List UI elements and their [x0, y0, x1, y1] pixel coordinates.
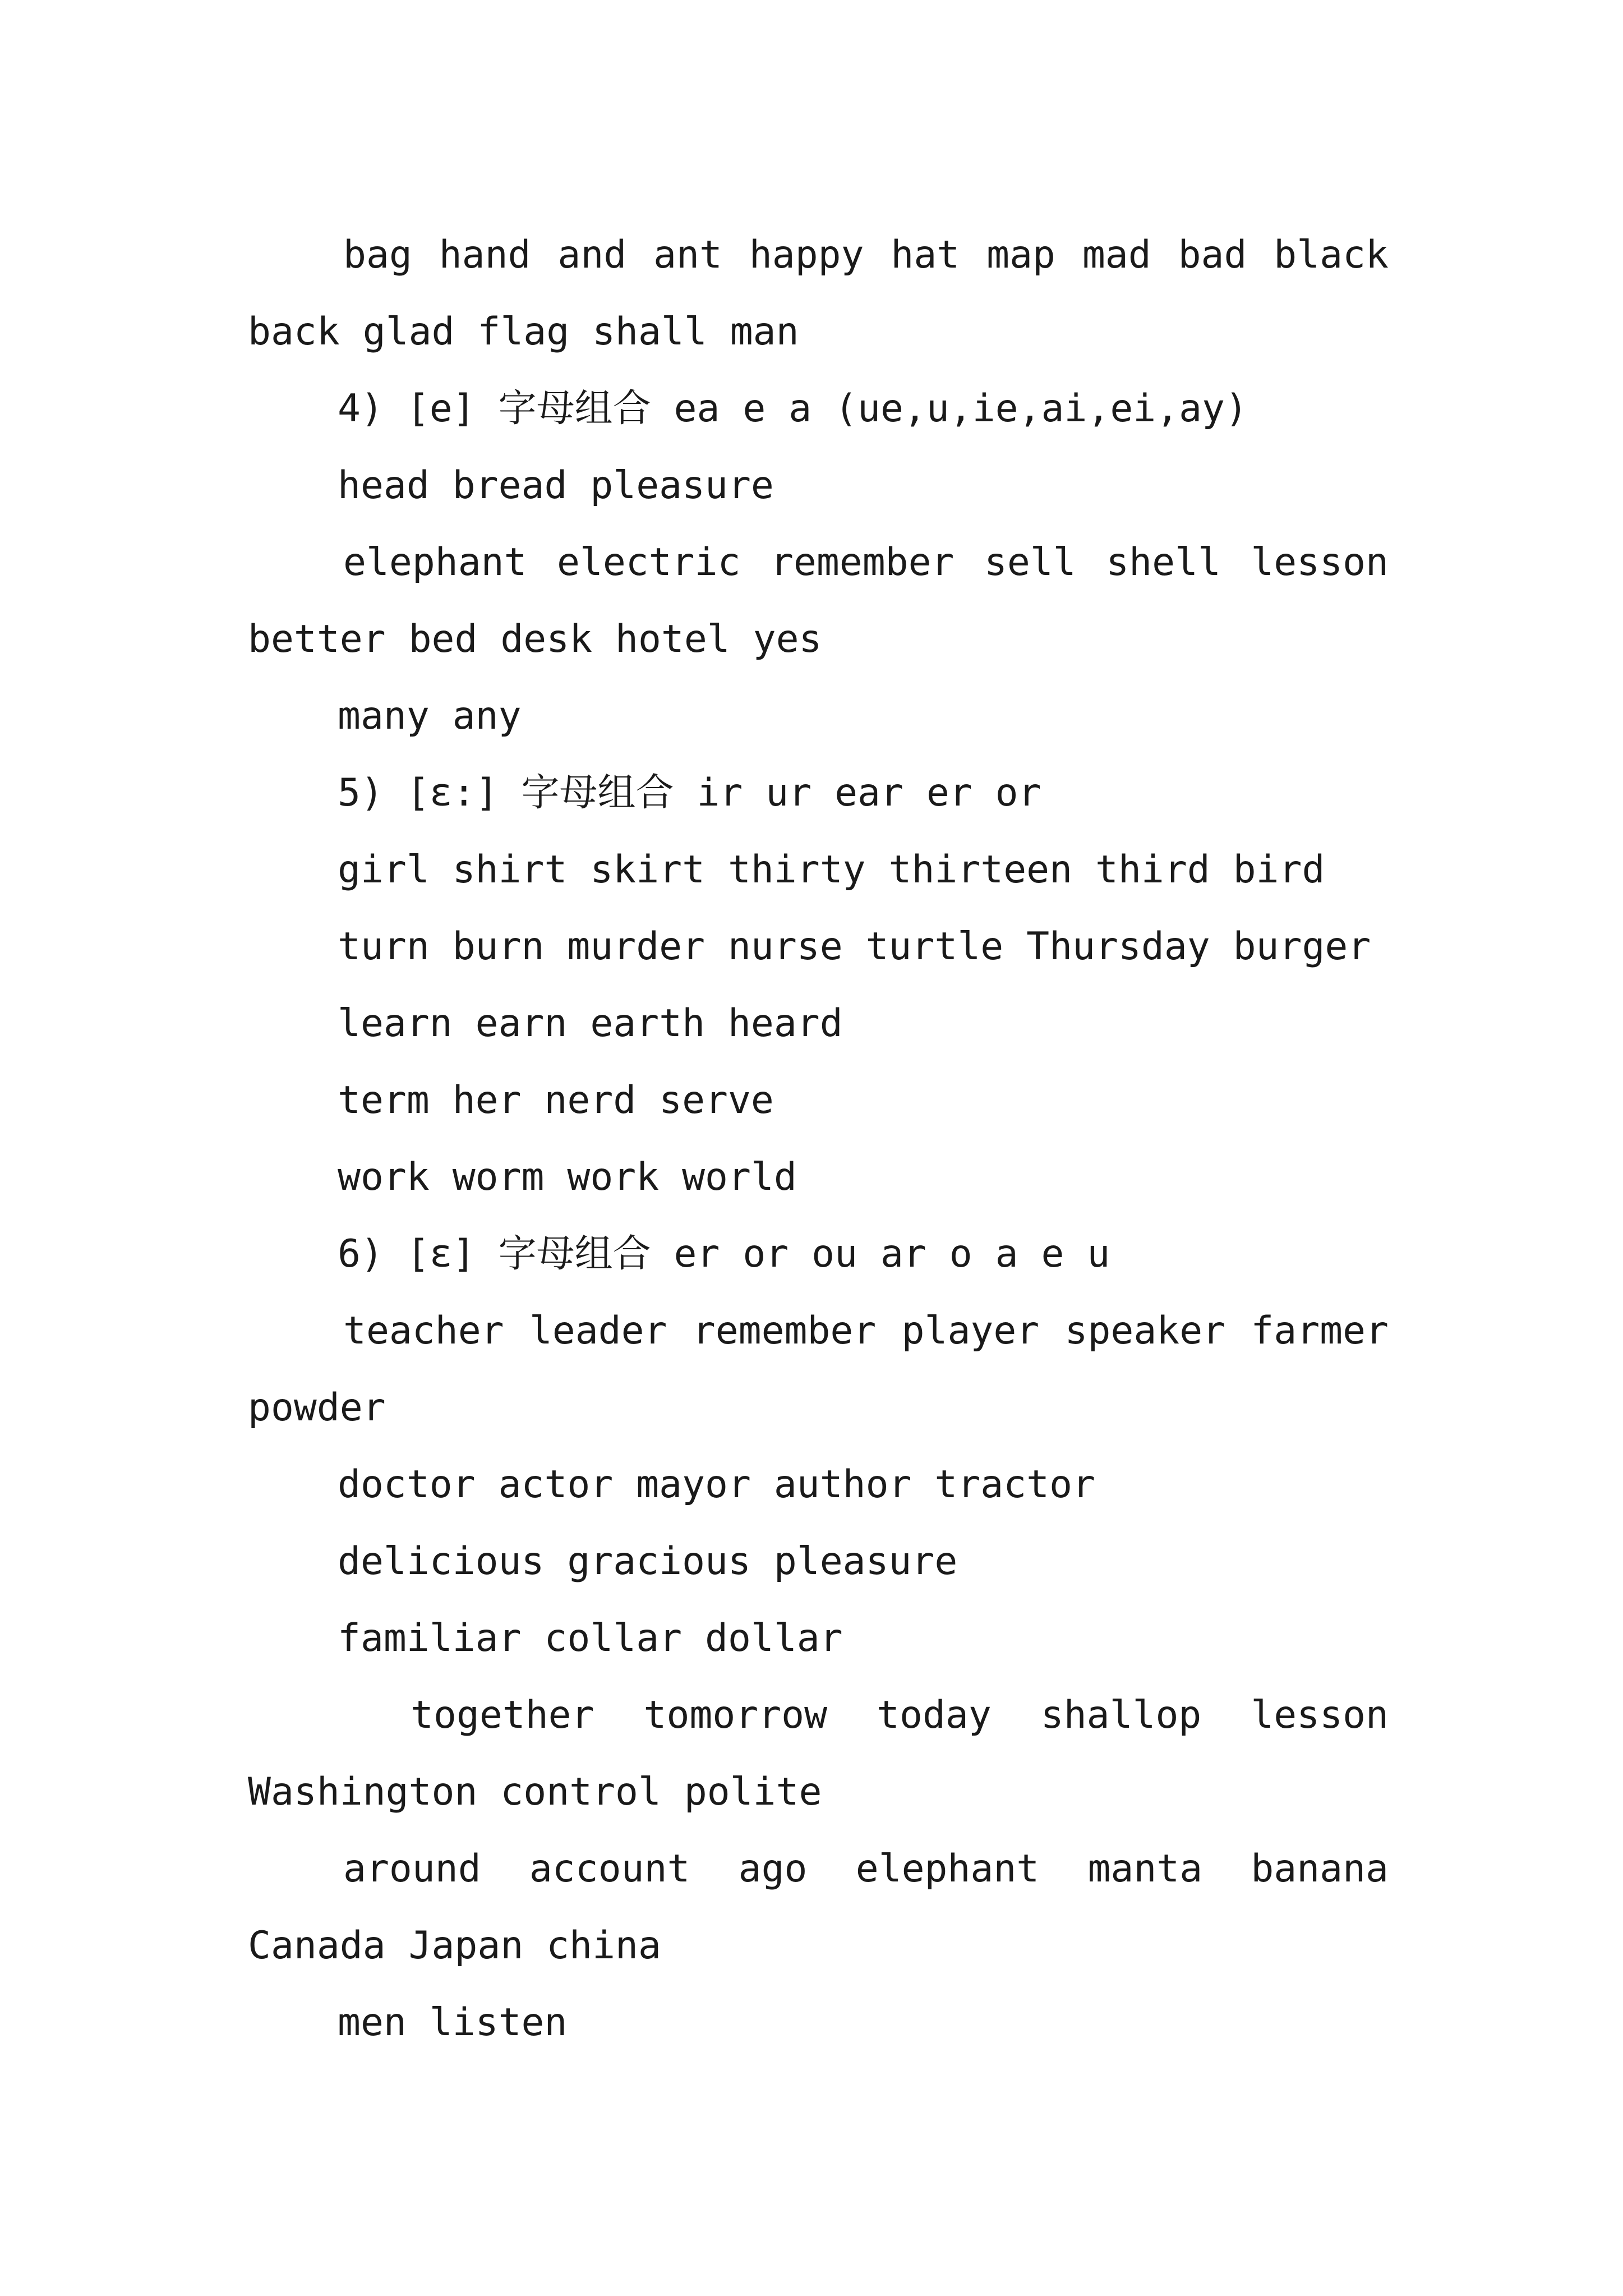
word-list-ea: head bread pleasure — [338, 463, 774, 508]
word-list-ir: girl shirt skirt thirty thirteen third bird — [338, 848, 1325, 892]
word-list-ur: turn burn murder nurse turtle Thursday burger — [338, 924, 1371, 969]
word-list-schwa-a: around account ago elephant manta banana Canada Japan china — [248, 1847, 1389, 1968]
document-body — [248, 217, 1389, 2061]
heading-e-sound: 4) [e] 字母组合 ea e a (ue,u,ie,ai,ei,ay) — [338, 386, 1248, 431]
heading-schwa-sound: 6) [ɛ] 字母组合 er or ou ar o a e u — [338, 1232, 1110, 1276]
word-list-schwa-o: together tomorrow today shallop lesson Washington control polite — [248, 1693, 1389, 1814]
word-list-er: term her nerd serve — [338, 1078, 774, 1122]
word-list-a-sound: bag hand and ant happy hat map mad bad black back glad flag shall man — [248, 233, 1389, 354]
word-list-ear: learn earn earth heard — [338, 1001, 843, 1046]
word-list-schwa-ar: familiar collar dollar — [338, 1616, 843, 1660]
word-list-a-exceptions: many any — [338, 694, 522, 738]
word-list-or: work worm work world — [338, 1155, 797, 1199]
word-list-schwa-ou: delicious gracious pleasure — [338, 1539, 958, 1584]
word-list-schwa-or: doctor actor mayor author tractor — [338, 1462, 1096, 1507]
word-list-schwa-er: teacher leader remember player speaker farmer powder — [248, 1309, 1389, 1430]
word-list-e: elephant electric remember sell shell lesson better bed desk hotel yes — [248, 540, 1389, 661]
heading-long-er-sound: 5) [ɛ:] 字母组合 ir ur ear er or — [338, 771, 1041, 815]
word-list-schwa-e: men listen — [338, 2000, 568, 2045]
